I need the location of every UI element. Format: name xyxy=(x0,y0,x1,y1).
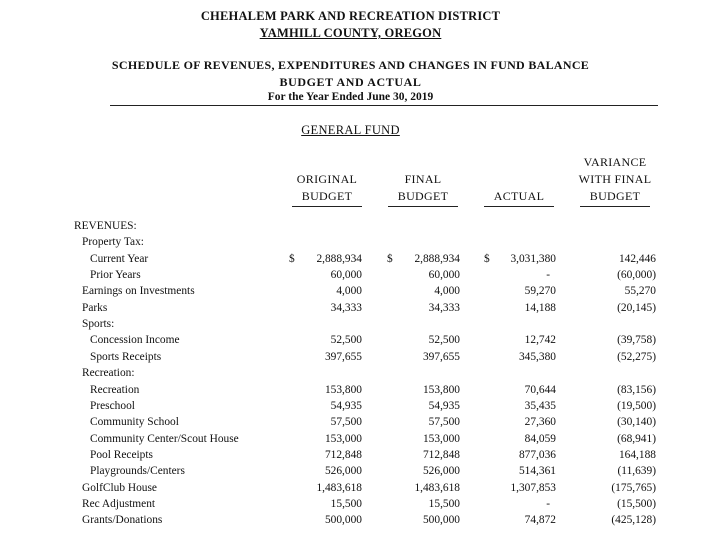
row-label: Community School xyxy=(90,416,179,429)
table-row xyxy=(0,465,701,481)
final-budget-cell: 153,000 xyxy=(422,432,460,445)
actual-cell: 27,360 xyxy=(524,416,556,429)
variance-cell: (425,128) xyxy=(611,514,656,527)
table-row xyxy=(0,367,701,383)
final-budget-cell: 500,000 xyxy=(422,514,460,527)
table-row xyxy=(0,302,701,318)
variance-cell: (11,639) xyxy=(617,465,656,478)
variance-cell: (68,941) xyxy=(617,432,656,445)
row-label: Property Tax: xyxy=(82,236,144,249)
row-label: GolfClub House xyxy=(82,481,157,494)
col-final-line-2: BUDGET xyxy=(388,188,458,207)
final-budget-cell: 1,483,618 xyxy=(414,481,460,494)
actual-cell: - xyxy=(546,269,550,282)
final-budget-cell: 153,800 xyxy=(422,383,460,396)
variance-cell: (30,140) xyxy=(617,416,656,429)
actual-cell: 84,059 xyxy=(524,432,556,445)
table-row xyxy=(0,482,701,498)
table-row xyxy=(0,400,701,416)
row-label: Current Year xyxy=(90,252,149,265)
table-row xyxy=(0,220,701,236)
variance-cell: 164,188 xyxy=(618,448,656,461)
schedule-subtitle: BUDGET AND ACTUAL xyxy=(279,75,422,89)
variance-cell: (83,156) xyxy=(617,383,656,396)
table-row xyxy=(0,384,701,400)
actual-cell: 35,435 xyxy=(524,399,556,412)
col-original-budget xyxy=(277,171,377,207)
row-label: Parks xyxy=(82,301,108,314)
final-budget-cell: 397,655 xyxy=(422,350,460,363)
currency-symbol: $ xyxy=(484,252,490,265)
col-original-line-1: ORIGINAL xyxy=(296,172,358,186)
final-budget-cell: 15,500 xyxy=(428,497,460,510)
actual-cell: 1,307,853 xyxy=(510,481,556,494)
table-row xyxy=(0,334,701,350)
original-budget-cell: 526,000 xyxy=(324,465,362,478)
final-budget-cell: 4,000 xyxy=(434,285,460,298)
final-budget-cell: 52,500 xyxy=(428,334,460,347)
variance-cell: (60,000) xyxy=(617,269,656,282)
schedule-title: SCHEDULE OF REVENUES, EXPENDITURES AND CHANGES IN FUND BALANCE xyxy=(111,58,590,72)
original-budget-cell: 712,848 xyxy=(324,448,362,461)
actual-cell: 514,361 xyxy=(518,465,556,478)
row-label: Community Center/Scout House xyxy=(90,432,239,445)
table-row xyxy=(0,285,701,301)
county-name: YAMHILL COUNTY, OREGON xyxy=(259,26,442,40)
row-label: Recreation xyxy=(90,383,140,396)
original-budget-cell: 52,500 xyxy=(330,334,362,347)
original-budget-cell: 34,333 xyxy=(330,301,362,314)
variance-cell: (15,500) xyxy=(617,497,656,510)
final-budget-cell: 57,500 xyxy=(428,416,460,429)
original-budget-cell: 15,500 xyxy=(330,497,362,510)
col-original-line-2: BUDGET xyxy=(292,188,362,207)
variance-cell: (39,758) xyxy=(617,334,656,347)
currency-symbol: $ xyxy=(387,252,393,265)
col-final-budget xyxy=(373,171,473,207)
row-label: Rec Adjustment xyxy=(82,497,156,510)
currency-symbol: $ xyxy=(289,252,295,265)
row-label: Recreation: xyxy=(82,367,135,380)
actual-cell: 3,031,380 xyxy=(510,252,556,265)
row-label: Pool Receipts xyxy=(90,448,153,461)
table-row xyxy=(0,498,701,514)
table-row xyxy=(0,236,701,252)
col-variance-line-3: BUDGET xyxy=(580,188,650,207)
col-variance xyxy=(565,154,665,207)
row-label: Concession Income xyxy=(90,334,180,347)
final-budget-cell: 54,935 xyxy=(428,399,460,412)
variance-cell: (52,275) xyxy=(617,350,656,363)
original-budget-cell: 153,000 xyxy=(324,432,362,445)
variance-cell: (20,145) xyxy=(617,301,656,314)
table-row xyxy=(0,416,701,432)
col-final-line-1: FINAL xyxy=(404,172,442,186)
final-budget-cell: 34,333 xyxy=(428,301,460,314)
row-label: Earnings on Investments xyxy=(82,285,195,298)
final-budget-cell: 526,000 xyxy=(422,465,460,478)
fund-title: GENERAL FUND xyxy=(301,123,400,137)
actual-cell: 70,644 xyxy=(524,383,556,396)
variance-cell: 55,270 xyxy=(624,285,656,298)
col-variance-line-1: VARIANCE xyxy=(583,155,647,169)
actual-cell: 12,742 xyxy=(524,334,556,347)
original-budget-cell: 500,000 xyxy=(324,514,362,527)
table-row xyxy=(0,269,701,285)
row-label: Sports: xyxy=(82,318,115,331)
original-budget-cell: 397,655 xyxy=(324,350,362,363)
original-budget-cell: 54,935 xyxy=(330,399,362,412)
table-row xyxy=(0,318,701,334)
col-variance-line-2: WITH FINAL xyxy=(578,172,652,186)
row-label: REVENUES: xyxy=(74,220,137,232)
district-name: CHEHALEM PARK AND RECREATION DISTRICT xyxy=(200,9,501,23)
original-budget-cell: 1,483,618 xyxy=(316,481,362,494)
final-budget-cell: 712,848 xyxy=(422,448,460,461)
period-line: For the Year Ended June 30, 2019 xyxy=(267,91,434,103)
actual-cell: - xyxy=(546,497,550,510)
row-label: Grants/Donations xyxy=(82,514,163,527)
row-label: Playgrounds/Centers xyxy=(90,465,185,478)
final-budget-cell: 2,888,934 xyxy=(414,252,460,265)
variance-cell: 142,446 xyxy=(618,252,656,265)
table-row xyxy=(0,253,701,269)
table-row xyxy=(0,433,701,449)
actual-cell: 74,872 xyxy=(524,514,556,527)
variance-cell: (175,765) xyxy=(611,481,656,494)
row-label: Prior Years xyxy=(90,269,141,282)
original-budget-cell: 4,000 xyxy=(336,285,362,298)
table-row xyxy=(0,514,701,530)
col-actual xyxy=(469,188,569,207)
original-budget-cell: 2,888,934 xyxy=(316,252,362,265)
actual-cell: 877,036 xyxy=(518,448,556,461)
actual-cell: 14,188 xyxy=(524,301,556,314)
original-budget-cell: 153,800 xyxy=(324,383,362,396)
variance-cell: (19,500) xyxy=(617,399,656,412)
row-label: Preschool xyxy=(90,399,135,412)
header-rule xyxy=(110,105,658,106)
table-row xyxy=(0,351,701,367)
original-budget-cell: 60,000 xyxy=(330,269,362,282)
actual-cell: 345,380 xyxy=(518,350,556,363)
actual-cell: 59,270 xyxy=(524,285,556,298)
original-budget-cell: 57,500 xyxy=(330,416,362,429)
table-row xyxy=(0,449,701,465)
row-label: Sports Receipts xyxy=(90,350,162,363)
col-actual-line-1: ACTUAL xyxy=(484,188,554,207)
final-budget-cell: 60,000 xyxy=(428,269,460,282)
